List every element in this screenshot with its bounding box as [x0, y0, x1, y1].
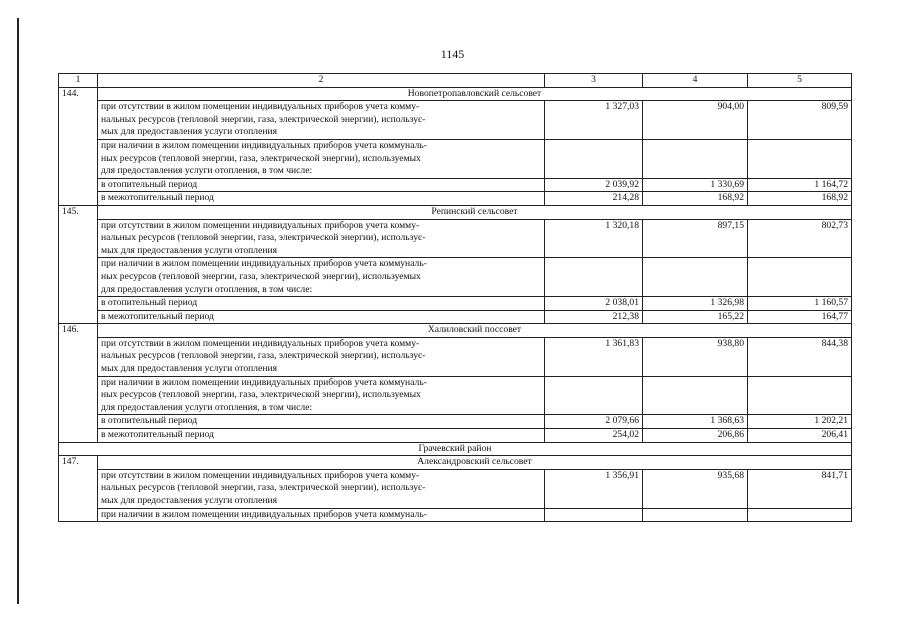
with-meters-row — [59, 508, 852, 522]
value-col4: 1 330,69 — [643, 178, 748, 192]
header-row — [59, 74, 852, 88]
description-line: для предоставления услуги отопления, в том числе: — [101, 283, 313, 295]
value-col3: 1 320,18 — [545, 219, 643, 258]
heating-period-row — [59, 297, 852, 311]
value-col3 — [545, 258, 643, 297]
value-col4: 1 368,63 — [643, 415, 748, 429]
value-col4: 938,80 — [643, 337, 748, 376]
tariff-table — [58, 73, 852, 522]
value-col5: 844,38 — [748, 337, 852, 376]
value-col5: 168,92 — [748, 192, 852, 206]
description-line: мых для предоставления услуги отопления — [101, 363, 278, 375]
value-col5: 841,71 — [748, 469, 852, 508]
description-line: ных ресурсов (тепловой энергии, газа, электрической энергии), используемых — [101, 389, 421, 401]
settlement-title: Новопетропавловский сельсовет — [98, 87, 852, 101]
settlement-row — [59, 456, 852, 470]
row-number: 145. — [59, 205, 98, 323]
value-col3: 2 079,66 — [545, 415, 643, 429]
header-cell: 5 — [748, 74, 852, 88]
binding-line — [17, 18, 19, 604]
with-meters-description — [98, 376, 545, 415]
value-col5: 206,41 — [748, 429, 852, 443]
value-col5: 164,77 — [748, 310, 852, 324]
with-meters-description — [98, 508, 545, 522]
value-col3: 254,02 — [545, 429, 643, 443]
value-col4 — [643, 376, 748, 415]
page-number: 1145 — [440, 47, 465, 61]
value-col4: 165,22 — [643, 310, 748, 324]
description-line: ных ресурсов (тепловой энергии, газа, электрической энергии), используемых — [101, 270, 421, 282]
value-col3 — [545, 508, 643, 522]
period-label: в межотопительный период — [98, 310, 545, 324]
header-cell: 3 — [545, 74, 643, 88]
header-cell: 1 — [59, 74, 98, 88]
description-line: нальных ресурсов (тепловой энергии, газа, электрической энергии), использує- — [101, 113, 426, 125]
value-col4 — [643, 508, 748, 522]
value-col5 — [748, 376, 852, 415]
with-meters-row — [59, 139, 852, 178]
description-line: для предоставления услуги отопления, в том числе: — [101, 401, 313, 413]
period-label: в межотопительный период — [98, 429, 545, 443]
off-heating-period-row — [59, 192, 852, 206]
without-meters-row — [59, 101, 852, 140]
off-heating-period-row — [59, 310, 852, 324]
description-line: мых для предоставления услуги отопления — [101, 244, 278, 256]
value-col5: 1 164,72 — [748, 178, 852, 192]
without-meters-description — [98, 101, 545, 140]
value-col4: 1 326,98 — [643, 297, 748, 311]
row-number: 146. — [59, 324, 98, 442]
value-col3: 2 038,01 — [545, 297, 643, 311]
value-col5: 1 202,21 — [748, 415, 852, 429]
heating-period-row — [59, 415, 852, 429]
value-col3: 2 039,92 — [545, 178, 643, 192]
heating-period-row — [59, 178, 852, 192]
row-number: 144. — [59, 87, 98, 205]
without-meters-description — [98, 337, 545, 376]
with-meters-description — [98, 258, 545, 297]
district-title: Грачевский район — [59, 442, 852, 456]
header-cell: 2 — [98, 74, 545, 88]
description-line: при отсутствии в жилом помещении индивидуальных приборов учета комму- — [101, 337, 420, 349]
description-line: ных ресурсов (тепловой энергии, газа, электрической энергии), используемых — [101, 152, 421, 164]
description-line: при наличии в жилом помещении индивидуальных приборов учета коммуналь- — [101, 508, 427, 520]
value-col5 — [748, 139, 852, 178]
district-row — [59, 442, 852, 456]
without-meters-row — [59, 469, 852, 508]
off-heating-period-row — [59, 429, 852, 443]
settlement-title: Репинский сельсовет — [98, 205, 852, 219]
value-col3 — [545, 139, 643, 178]
settlement-row — [59, 324, 852, 338]
description-line: при отсутствии в жилом помещении индивидуальных приборов учета комму- — [101, 469, 420, 481]
settlement-title: Халиловский поссовет — [98, 324, 852, 338]
without-meters-description — [98, 469, 545, 508]
description-line: при наличии в жилом помещении индивидуальных приборов учета коммуналь- — [101, 376, 427, 388]
settlement-row — [59, 205, 852, 219]
period-label: в отопительный период — [98, 415, 545, 429]
value-col3: 1 327,03 — [545, 101, 643, 140]
without-meters-row — [59, 337, 852, 376]
description-line: нальных ресурсов (тепловой энергии, газа, электрической энергии), использує- — [101, 482, 426, 494]
value-col4 — [643, 139, 748, 178]
with-meters-row — [59, 258, 852, 297]
description-line: при наличии в жилом помещении индивидуальных приборов учета коммуналь- — [101, 139, 427, 151]
value-col4: 206,86 — [643, 429, 748, 443]
description-line: при наличии в жилом помещении индивидуальных приборов учета коммуналь- — [101, 258, 427, 270]
description-line: нальных ресурсов (тепловой энергии, газа, электрической энергии), использує- — [101, 350, 426, 362]
value-col5 — [748, 508, 852, 522]
value-col3: 212,38 — [545, 310, 643, 324]
description-line: нальных ресурсов (тепловой энергии, газа, электрической энергии), использує- — [101, 232, 426, 244]
value-col3: 214,28 — [545, 192, 643, 206]
description-line: мых для предоставления услуги отопления — [101, 495, 278, 506]
description-line: при отсутствии в жилом помещении индивидуальных приборов учета комму- — [101, 219, 420, 231]
description-line: для предоставления услуги отопления, в том числе: — [101, 165, 313, 177]
value-col4: 897,15 — [643, 219, 748, 258]
row-number: 147. — [59, 456, 98, 522]
description-line: при отсутствии в жилом помещении индивидуальных приборов учета комму- — [101, 101, 420, 113]
value-col4: 168,92 — [643, 192, 748, 206]
value-col4 — [643, 258, 748, 297]
without-meters-description — [98, 219, 545, 258]
without-meters-row — [59, 219, 852, 258]
description-line: мых для предоставления услуги отопления — [101, 126, 278, 138]
settlement-title: Александровский сельсовет — [98, 456, 852, 470]
period-label: в отопительный период — [98, 297, 545, 311]
period-label: в отопительный период — [98, 178, 545, 192]
value-col3 — [545, 376, 643, 415]
settlement-row — [59, 87, 852, 101]
value-col3: 1 356,91 — [545, 469, 643, 508]
value-col5: 809,59 — [748, 101, 852, 140]
value-col4: 935,68 — [643, 469, 748, 508]
value-col3: 1 361,83 — [545, 337, 643, 376]
value-col5: 802,73 — [748, 219, 852, 258]
with-meters-row — [59, 376, 852, 415]
header-cell: 4 — [643, 74, 748, 88]
value-col4: 904,00 — [643, 101, 748, 140]
period-label: в межотопительный период — [98, 192, 545, 206]
value-col5 — [748, 258, 852, 297]
with-meters-description — [98, 139, 545, 178]
value-col5: 1 160,57 — [748, 297, 852, 311]
